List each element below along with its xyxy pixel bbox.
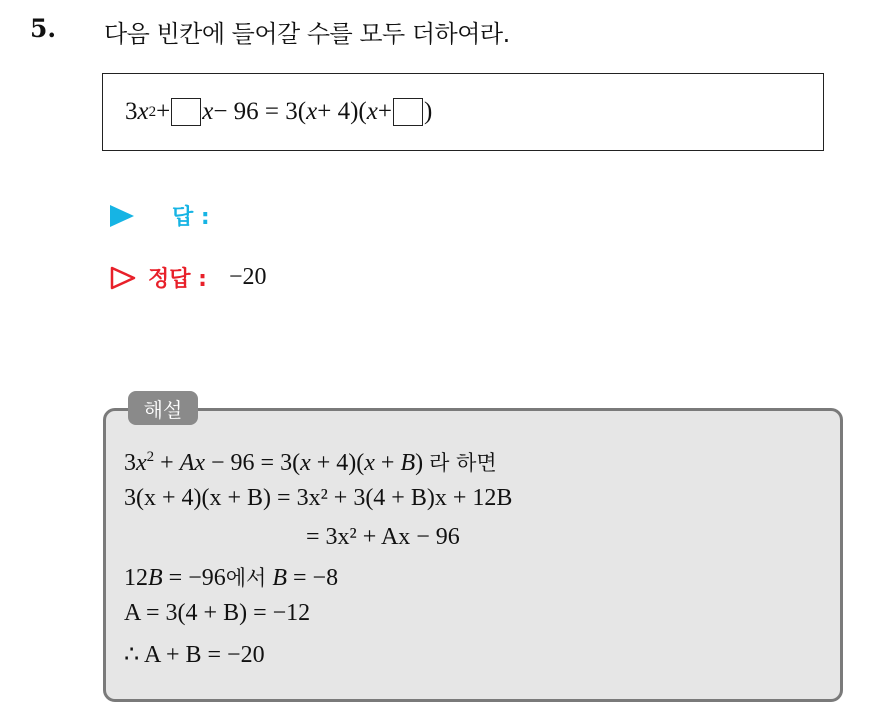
equation-box xyxy=(102,73,824,151)
answer-row xyxy=(110,200,210,231)
question-text: 다음 빈칸에 들어갈 수를 모두 더하여라. xyxy=(104,20,510,48)
correct-answer-row xyxy=(110,262,267,293)
eq-close: ) xyxy=(423,98,433,125)
play-icon xyxy=(110,205,134,227)
correct-answer-value: −20 xyxy=(228,264,267,290)
eq-factor1: + 4)( xyxy=(317,98,367,125)
solution-line-3: = 3x² + Ax − 96 xyxy=(306,524,460,550)
solution-line-5: A = 3(4 + B) = −12 xyxy=(124,600,311,626)
eq-plus: + xyxy=(156,98,171,125)
solution-line-1: $3x^2 + Ax - 96 = 3(x + 4)(x + B)$ 라 하면 xyxy=(124,449,497,476)
eq-plus2: + xyxy=(377,98,392,125)
question-number: 5. xyxy=(30,14,57,43)
outline-triangle-icon xyxy=(110,266,136,290)
eq-mid: − 96 = 3( xyxy=(213,98,307,125)
solution-line-6: ∴ A + B = −20 xyxy=(124,642,265,668)
solution-line-4: 12B = −96에서 B = −8 xyxy=(124,565,339,591)
eq-exponent: 2 xyxy=(148,103,157,120)
eq-var-x: x xyxy=(137,98,149,125)
blank-box-1[interactable] xyxy=(171,98,201,126)
eq-coef: 3 xyxy=(125,98,138,125)
eq-var-x: x xyxy=(366,98,378,125)
answer-label: 답 : xyxy=(172,205,210,230)
solution-tag: 해설 xyxy=(128,391,198,425)
correct-answer-label: 정답 : xyxy=(148,267,207,292)
blank-box-2[interactable] xyxy=(393,98,423,126)
eq-var-x: x xyxy=(306,98,318,125)
eq-var-x: x xyxy=(202,98,214,125)
solution-line-2: 3(x + 4)(x + B) = 3x² + 3(4 + B)x + 12B xyxy=(124,485,513,511)
